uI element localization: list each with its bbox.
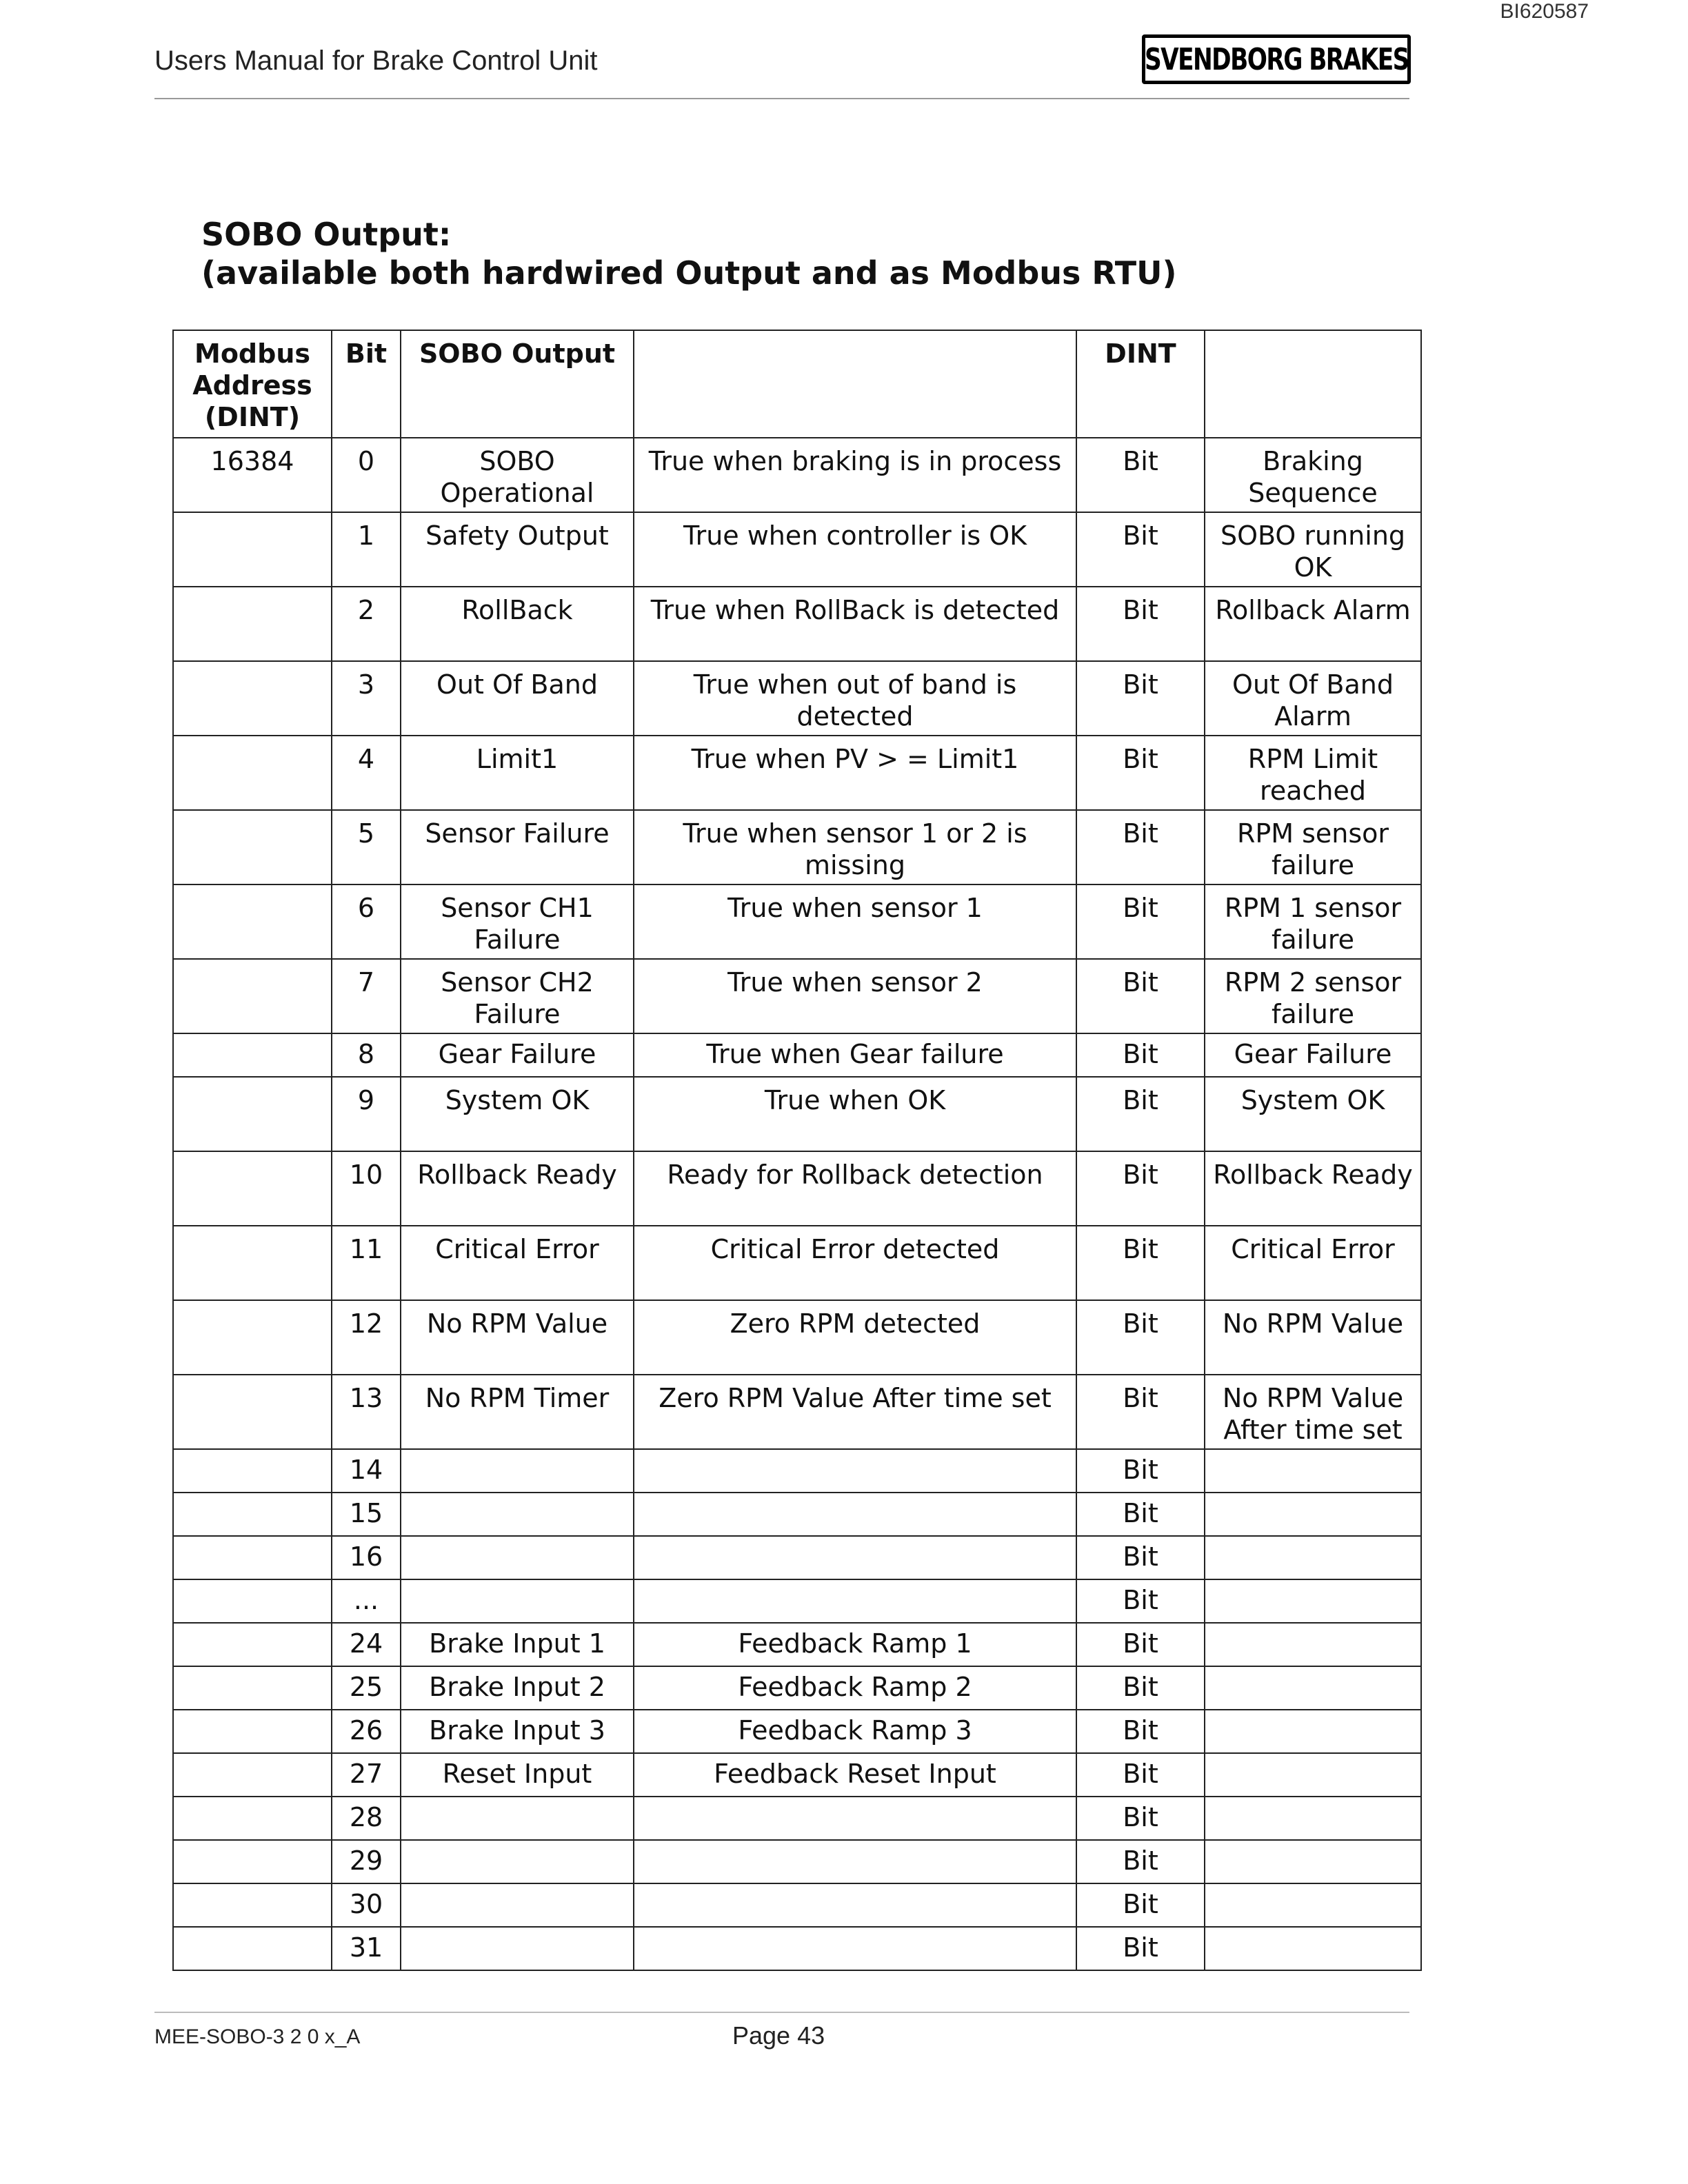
section-title	[201, 215, 1177, 292]
cell-sobo-output: Sensor CH2 Failure	[401, 959, 634, 1033]
cell-dint: Bit	[1076, 1927, 1205, 1970]
cell-sobo-output: Critical Error	[401, 1226, 634, 1300]
cell-modbus-address	[173, 1151, 332, 1226]
cell-description: Feedback Ramp 2	[634, 1666, 1076, 1710]
cell-bit: 0	[332, 438, 401, 512]
cell-bit: 15	[332, 1493, 401, 1536]
header-title: Users Manual for Brake Control Unit	[154, 46, 598, 76]
cell-bit: 24	[332, 1623, 401, 1666]
cell-modbus-address	[173, 1493, 332, 1536]
cell-dint: Bit	[1076, 1375, 1205, 1449]
cell-dint: Bit	[1076, 661, 1205, 736]
cell-meaning: Critical Error	[1205, 1226, 1421, 1300]
cell-modbus-address	[173, 512, 332, 587]
table-row	[173, 810, 1421, 884]
cell-dint: Bit	[1076, 1077, 1205, 1151]
table-row	[173, 1493, 1421, 1536]
page-number: Page 43	[732, 2021, 825, 2050]
cell-meaning: RPM 2 sensor failure	[1205, 959, 1421, 1033]
cell-sobo-output: No RPM Value	[401, 1300, 634, 1375]
cell-description	[634, 1797, 1076, 1840]
cell-modbus-address	[173, 810, 332, 884]
cell-description	[634, 1927, 1076, 1970]
cell-bit: 6	[332, 884, 401, 959]
cell-bit: 29	[332, 1840, 401, 1883]
cell-modbus-address	[173, 1226, 332, 1300]
cell-description: True when sensor 1	[634, 884, 1076, 959]
cell-sobo-output: Reset Input	[401, 1753, 634, 1797]
cell-modbus-address	[173, 1927, 332, 1970]
table-header-row	[173, 330, 1421, 438]
table-row	[173, 1226, 1421, 1300]
header-modbus-address: Modbus Address (DINT)	[173, 330, 332, 438]
cell-description: Feedback Ramp 1	[634, 1623, 1076, 1666]
cell-dint: Bit	[1076, 1753, 1205, 1797]
cell-dint: Bit	[1076, 438, 1205, 512]
cell-description	[634, 1883, 1076, 1927]
cell-meaning	[1205, 1927, 1421, 1970]
cell-modbus-address: 16384	[173, 438, 332, 512]
table-row	[173, 661, 1421, 736]
cell-meaning	[1205, 1797, 1421, 1840]
cell-meaning: Braking Sequence	[1205, 438, 1421, 512]
cell-sobo-output: No RPM Timer	[401, 1375, 634, 1449]
cell-modbus-address	[173, 1449, 332, 1493]
cell-meaning: Out Of Band Alarm	[1205, 661, 1421, 736]
table-row	[173, 959, 1421, 1033]
table-row	[173, 1375, 1421, 1449]
table-row	[173, 587, 1421, 661]
cell-sobo-output	[401, 1883, 634, 1927]
cell-meaning: No RPM Value	[1205, 1300, 1421, 1375]
cell-bit: 7	[332, 959, 401, 1033]
cell-bit: 2	[332, 587, 401, 661]
cell-modbus-address	[173, 1536, 332, 1579]
table-row	[173, 1449, 1421, 1493]
cell-bit: 9	[332, 1077, 401, 1151]
cell-description	[634, 1536, 1076, 1579]
cell-description	[634, 1840, 1076, 1883]
cell-sobo-output	[401, 1493, 634, 1536]
logo-text: SVENDBORG BRAKES	[1144, 41, 1409, 77]
cell-bit: 16	[332, 1536, 401, 1579]
cell-dint: Bit	[1076, 1493, 1205, 1536]
cell-sobo-output: Safety Output	[401, 512, 634, 587]
cell-dint: Bit	[1076, 1449, 1205, 1493]
cell-sobo-output: Sensor Failure	[401, 810, 634, 884]
cell-description: True when RollBack is detected	[634, 587, 1076, 661]
cell-description: Feedback Ramp 3	[634, 1710, 1076, 1753]
cell-meaning	[1205, 1623, 1421, 1666]
cell-modbus-address	[173, 1666, 332, 1710]
cell-dint: Bit	[1076, 1226, 1205, 1300]
cell-modbus-address	[173, 1623, 332, 1666]
cell-modbus-address	[173, 1710, 332, 1753]
cell-dint: Bit	[1076, 959, 1205, 1033]
company-logo	[1142, 34, 1411, 84]
cell-dint: Bit	[1076, 1536, 1205, 1579]
cell-meaning: System OK	[1205, 1077, 1421, 1151]
cell-description: Feedback Reset Input	[634, 1753, 1076, 1797]
cell-dint: Bit	[1076, 736, 1205, 810]
header-description	[634, 330, 1076, 438]
cell-description: True when sensor 2	[634, 959, 1076, 1033]
cell-dint: Bit	[1076, 1710, 1205, 1753]
cell-sobo-output	[401, 1536, 634, 1579]
footer-divider	[154, 2012, 1409, 2013]
cell-meaning: No RPM Value After time set	[1205, 1375, 1421, 1449]
cell-sobo-output: Brake Input 3	[401, 1710, 634, 1753]
table-row	[173, 1710, 1421, 1753]
table-row	[173, 1300, 1421, 1375]
cell-meaning: Rollback Ready	[1205, 1151, 1421, 1226]
table-row	[173, 1666, 1421, 1710]
cell-meaning	[1205, 1710, 1421, 1753]
cell-description: True when OK	[634, 1077, 1076, 1151]
cell-bit: 14	[332, 1449, 401, 1493]
cell-meaning	[1205, 1579, 1421, 1623]
cell-description	[634, 1493, 1076, 1536]
cell-dint: Bit	[1076, 1623, 1205, 1666]
cell-dint: Bit	[1076, 1300, 1205, 1375]
cell-description: Zero RPM detected	[634, 1300, 1076, 1375]
header-divider	[154, 98, 1409, 99]
cell-sobo-output: Gear Failure	[401, 1033, 634, 1077]
cell-dint: Bit	[1076, 810, 1205, 884]
table-row	[173, 1883, 1421, 1927]
cell-modbus-address	[173, 1883, 332, 1927]
cell-bit: 28	[332, 1797, 401, 1840]
cell-description: Zero RPM Value After time set	[634, 1375, 1076, 1449]
cell-bit: 1	[332, 512, 401, 587]
cell-bit: 26	[332, 1710, 401, 1753]
footer-doc-code: MEE-SOBO-3 2 0 x_A	[154, 2025, 361, 2048]
cell-sobo-output: System OK	[401, 1077, 634, 1151]
cell-bit: 25	[332, 1666, 401, 1710]
section-title-line2: (available both hardwired Output and as Modbus RTU)	[201, 254, 1177, 292]
cell-sobo-output: SOBO Operational	[401, 438, 634, 512]
cell-meaning: RPM Limit reached	[1205, 736, 1421, 810]
table-body	[173, 438, 1421, 1970]
cell-dint: Bit	[1076, 1797, 1205, 1840]
cell-modbus-address	[173, 959, 332, 1033]
cell-sobo-output: Rollback Ready	[401, 1151, 634, 1226]
cell-dint: Bit	[1076, 1840, 1205, 1883]
cell-meaning	[1205, 1883, 1421, 1927]
cell-sobo-output: Out Of Band	[401, 661, 634, 736]
cell-meaning	[1205, 1449, 1421, 1493]
cell-sobo-output	[401, 1797, 634, 1840]
cell-description: Critical Error detected	[634, 1226, 1076, 1300]
cell-sobo-output: Brake Input 1	[401, 1623, 634, 1666]
cell-dint: Bit	[1076, 1033, 1205, 1077]
cell-dint: Bit	[1076, 1666, 1205, 1710]
cell-modbus-address	[173, 1797, 332, 1840]
cell-modbus-address	[173, 661, 332, 736]
table-row	[173, 1579, 1421, 1623]
cell-bit: 27	[332, 1753, 401, 1797]
cell-modbus-address	[173, 1753, 332, 1797]
cell-dint: Bit	[1076, 1579, 1205, 1623]
cell-sobo-output	[401, 1927, 634, 1970]
table-row	[173, 1797, 1421, 1840]
cell-bit: 13	[332, 1375, 401, 1449]
sobo-output-table	[172, 330, 1422, 1971]
cell-bit: 31	[332, 1927, 401, 1970]
cell-dint: Bit	[1076, 512, 1205, 587]
cell-description: True when controller is OK	[634, 512, 1076, 587]
cell-description: True when Gear failure	[634, 1033, 1076, 1077]
cell-description	[634, 1579, 1076, 1623]
cell-bit: 3	[332, 661, 401, 736]
cell-meaning: Gear Failure	[1205, 1033, 1421, 1077]
cell-bit: 12	[332, 1300, 401, 1375]
cell-bit: 10	[332, 1151, 401, 1226]
cell-meaning	[1205, 1753, 1421, 1797]
cell-modbus-address	[173, 1300, 332, 1375]
cell-sobo-output	[401, 1449, 634, 1493]
cell-bit: 5	[332, 810, 401, 884]
cell-sobo-output: Limit1	[401, 736, 634, 810]
cell-bit: 11	[332, 1226, 401, 1300]
cell-meaning: RPM sensor failure	[1205, 810, 1421, 884]
table-row	[173, 884, 1421, 959]
cell-meaning: Rollback Alarm	[1205, 587, 1421, 661]
cell-modbus-address	[173, 1033, 332, 1077]
cell-description: True when out of band is detected	[634, 661, 1076, 736]
table-row	[173, 438, 1421, 512]
cell-dint: Bit	[1076, 1883, 1205, 1927]
cell-sobo-output	[401, 1840, 634, 1883]
cell-description: Ready for Rollback detection	[634, 1151, 1076, 1226]
cell-dint: Bit	[1076, 884, 1205, 959]
header-bit: Bit	[332, 330, 401, 438]
table-row	[173, 1033, 1421, 1077]
cell-modbus-address	[173, 1375, 332, 1449]
cell-sobo-output: RollBack	[401, 587, 634, 661]
table-row	[173, 1840, 1421, 1883]
cell-modbus-address	[173, 736, 332, 810]
table-row	[173, 1077, 1421, 1151]
table-row	[173, 736, 1421, 810]
cell-description: True when sensor 1 or 2 is missing	[634, 810, 1076, 884]
cell-dint: Bit	[1076, 587, 1205, 661]
cell-modbus-address	[173, 1840, 332, 1883]
cell-meaning: SOBO running OK	[1205, 512, 1421, 587]
section-title-line1: SOBO Output:	[201, 216, 452, 253]
cell-modbus-address	[173, 587, 332, 661]
header-dint: DINT	[1076, 330, 1205, 438]
cell-meaning	[1205, 1666, 1421, 1710]
cell-meaning	[1205, 1493, 1421, 1536]
cell-modbus-address	[173, 1579, 332, 1623]
cell-sobo-output	[401, 1579, 634, 1623]
table-row	[173, 1623, 1421, 1666]
cell-meaning	[1205, 1840, 1421, 1883]
table-row	[173, 1536, 1421, 1579]
cell-description: True when braking is in process	[634, 438, 1076, 512]
cell-bit: 30	[332, 1883, 401, 1927]
cell-sobo-output: Brake Input 2	[401, 1666, 634, 1710]
header-sobo-output: SOBO Output	[401, 330, 634, 438]
cell-modbus-address	[173, 1077, 332, 1151]
table-row	[173, 1927, 1421, 1970]
cell-meaning	[1205, 1536, 1421, 1579]
table-row	[173, 512, 1421, 587]
cell-bit: ...	[332, 1579, 401, 1623]
table-row	[173, 1753, 1421, 1797]
cell-description: True when PV > = Limit1	[634, 736, 1076, 810]
cell-bit: 4	[332, 736, 401, 810]
cell-meaning: RPM 1 sensor failure	[1205, 884, 1421, 959]
document-id: BI620587	[1500, 0, 1589, 23]
cell-description	[634, 1449, 1076, 1493]
cell-bit: 8	[332, 1033, 401, 1077]
cell-dint: Bit	[1076, 1151, 1205, 1226]
cell-sobo-output: Sensor CH1 Failure	[401, 884, 634, 959]
cell-modbus-address	[173, 884, 332, 959]
header-meaning	[1205, 330, 1421, 438]
table-row	[173, 1151, 1421, 1226]
